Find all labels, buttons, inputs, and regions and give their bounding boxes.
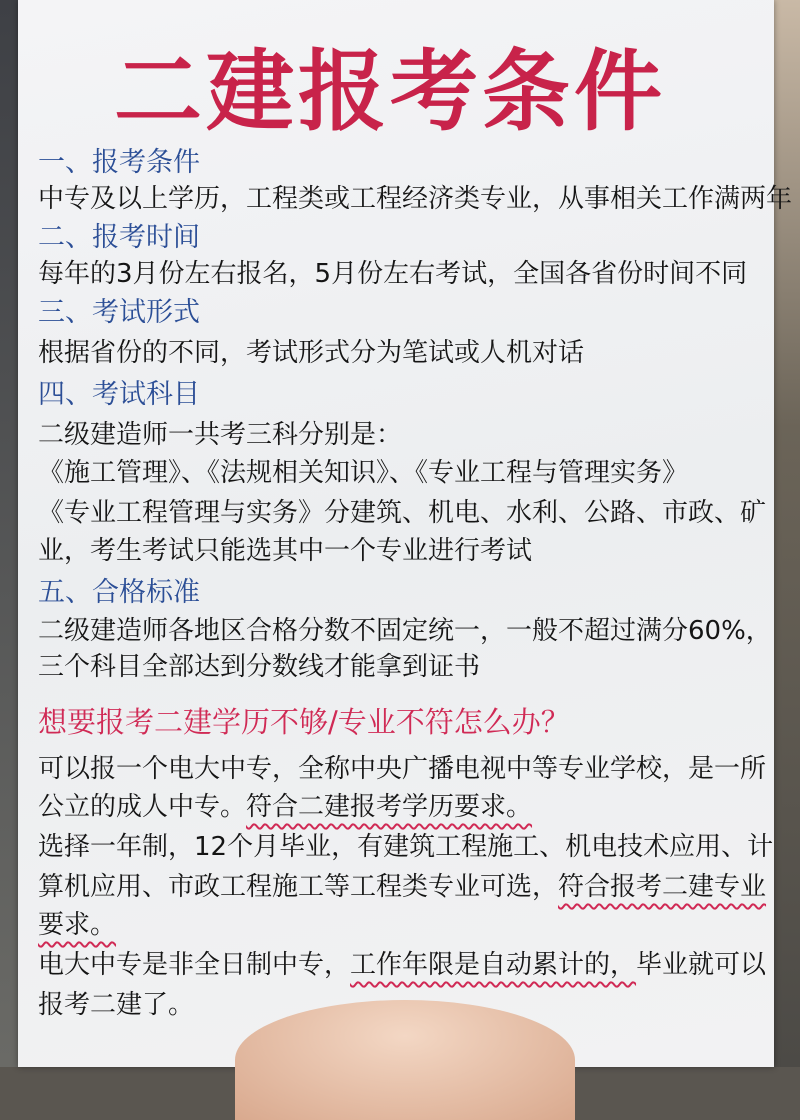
- text-line: [38, 826, 773, 863]
- line-text: 业，考生考试只能选其中一个专业进行考试: [38, 536, 533, 566]
- line-text: 公立的成人中专。: [38, 792, 247, 822]
- line-text: 二级建造师一共考三科分别是：: [38, 420, 403, 450]
- section-heading: [38, 372, 200, 411]
- line-text: 二、报考时间: [38, 222, 200, 253]
- text-line: [38, 786, 532, 823]
- page-title: 二建报考条件: [113, 40, 666, 143]
- text-line: [38, 492, 766, 529]
- line-text: 《专业工程管理与实务》分建筑、机电、水利、公路、市政、矿: [38, 498, 767, 528]
- line-text: 报考二建了。: [38, 990, 195, 1020]
- line-text: 想要报考二建学历不够/专业不符怎么办？: [38, 705, 570, 739]
- line-text: 算机应用、市政工程施工等工程类专业可选，: [38, 872, 559, 902]
- section-heading: [38, 570, 200, 609]
- section-heading: [38, 215, 200, 254]
- text-line: [38, 984, 194, 1021]
- line-text: 电大中专是非全日制中专，: [38, 950, 351, 980]
- text-line: [38, 610, 772, 647]
- text-line: [38, 748, 766, 785]
- line-text: 三个科目全部达到分数线才能拿到证书: [38, 652, 481, 682]
- text-line: [38, 904, 116, 941]
- background-right: [770, 0, 800, 1067]
- text-line: [38, 253, 747, 290]
- section-heading: [38, 290, 200, 329]
- line-text: 三、考试形式: [38, 297, 200, 328]
- line-text: 四、考试科目: [38, 379, 200, 410]
- section-heading: [38, 140, 200, 179]
- text-line: [38, 944, 766, 981]
- line-text: 中专及以上学历，工程类或工程经济类专业，从事相关工作满两年: [38, 184, 793, 214]
- underlined-text: 工作年限是自动累计的，: [350, 950, 637, 980]
- underlined-text: 符合报考二建专业: [558, 872, 767, 902]
- line-text: 五、合格标准: [38, 577, 200, 608]
- text-line: [38, 414, 402, 451]
- line-text: 可以报一个电大中专，全称中央广播电视中等专业学校，是一所: [38, 754, 767, 784]
- line-text: 《施工管理》、《法规相关知识》、《专业工程与管理实务》: [38, 458, 689, 488]
- underlined-text: 符合二建报考学历要求。: [246, 792, 533, 822]
- text-line: [38, 452, 688, 489]
- thumb: [235, 1000, 575, 1120]
- line-text: 二级建造师各地区合格分数不固定统一，一般不超过满分60%，: [38, 616, 772, 646]
- line-text: 每年的3月份左右报名，5月份左右考试，全国各省份时间不同: [38, 259, 748, 289]
- text-line: [38, 332, 584, 369]
- text-line: [38, 530, 532, 567]
- line-text: 毕业就可以: [636, 950, 767, 980]
- text-line: [38, 866, 766, 903]
- line-text: 选择一年制，12个月毕业，有建筑工程施工、机电技术应用、计: [38, 832, 774, 862]
- underlined-text: 要求。: [38, 910, 117, 940]
- text-line: [38, 178, 792, 215]
- line-text: 根据省份的不同，考试形式分为笔试或人机对话: [38, 338, 585, 368]
- line-text: 一、报考条件: [38, 147, 200, 178]
- question-heading: [38, 700, 570, 741]
- text-line: [38, 646, 480, 683]
